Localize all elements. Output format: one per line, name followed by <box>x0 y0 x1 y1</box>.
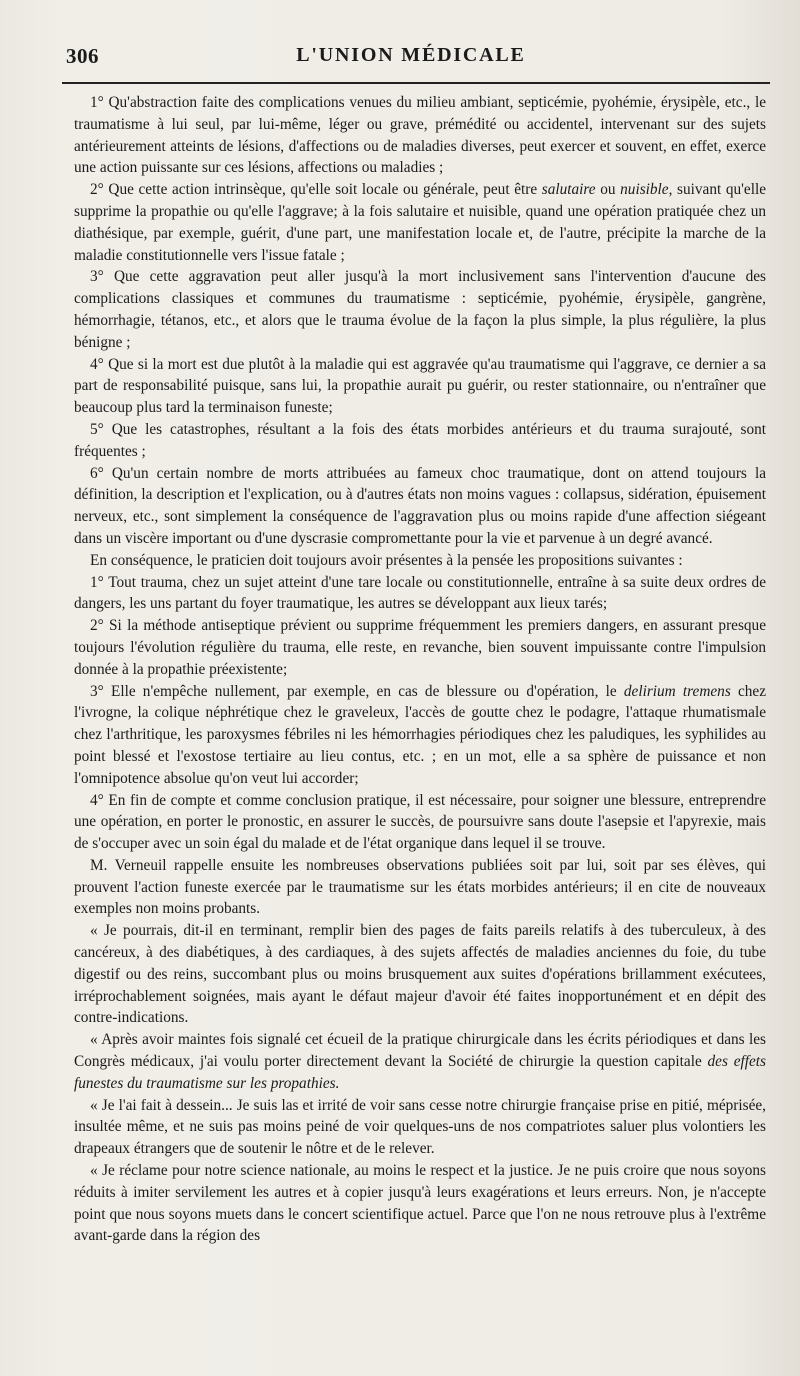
text-run: 6° Qu'un certain nombre de morts attribuées au fameux choc traumatique, dont on attend toujours la définition, la description et l'explication, ou à d'autres états non moins vagues : collapsus, sidération, épuisement nerveux, etc., sont simplement la conséquence de l'aggravation plus ou moins rapide d'une affection siégeant dans un viscère important ou d'une dyscrasie compromettante pour la vie et parvenue à un degré avancé. <box>74 464 766 547</box>
text-run: 1° Qu'abstraction faite des complications venues du milieu ambiant, septicémie, pyohémie, érysipèle, etc., le traumatisme à lui seul, par lui-même, léger ou grave, prémédité ou accidentel, intervenant sur des sujets antérieurement atteints de lésions, d'affections ou de maladies diverses, peut exercer et souvent, en effet, exerce une action puissante sur ces lésions, affections ou maladies ; <box>74 94 766 177</box>
text-run: « Après avoir maintes fois signalé cet écueil de la pratique chirurgicale dans les écrits périodiques et dans les Congrès médicaux, j'ai voulu porter directement devant la Société de chirurgie la question capitale <box>74 1031 766 1071</box>
paragraph-13 <box>74 920 766 1029</box>
text-run: En conséquence, le praticien doit toujours avoir présentes à la pensée les propositions suivantes : <box>90 551 683 569</box>
text-run: 4° En fin de compte et comme conclusion pratique, il est nécessaire, pour soigner une blessure, entreprendre une opération, en porter le pronostic, en assurer le succès, de poursuivre sans doute l'asepsie et l'apyrexie, mais de s'occuper avec un soin égal du malade et de l'état organique dans lequel il se trouve. <box>74 791 766 853</box>
paragraph-1 <box>74 92 766 179</box>
header-rule <box>62 82 770 84</box>
paragraph-7 <box>74 550 766 572</box>
text-run: « Je réclame pour notre science nationale, au moins le respect et la justice. Je ne puis croire que nous soyons réduits à imiter servilement les autres et à copier jusqu'à leurs exagérations et leurs erreurs. Non, je n'accepte point que nous soyons muets dans le concert scientifique actuel. Parce que l'on ne nous retrouve plus à l'extrême avant-garde dans la région des <box>74 1162 766 1245</box>
paragraph-15 <box>74 1095 766 1160</box>
paragraph-8 <box>74 572 766 616</box>
text-run: 3° Que cette aggravation peut aller jusqu'à la mort inclusivement sans l'intervention d'aucune des complications classiques et communes du traumatisme : septicémie, pyohémie, érysipèle, gangrène, hémorrhagie, tétanos, etc., et alors que le trauma évolue de la façon la plus simple, la plus régulière, la plus bénigne ; <box>74 268 766 351</box>
text-run: 5° Que les catastrophes, résultant a la fois des états morbides antérieurs et du trauma surajouté, sont fréquentes ; <box>74 420 766 460</box>
text-run: ou <box>595 181 621 199</box>
paragraph-12 <box>74 855 766 920</box>
paragraph-11 <box>74 790 766 855</box>
running-head: L'UNION MÉDICALE <box>296 44 526 66</box>
paragraph-10 <box>74 681 766 790</box>
paragraph-2 <box>74 179 766 266</box>
paragraph-3 <box>74 266 766 353</box>
text-run: 1° Tout trauma, chez un sujet atteint d'une tare locale ou constitutionnelle, entraîne à sa suite deux ordres de dangers, les uns partant du foyer traumatique, les autres se développant aux lieux tarés; <box>74 573 766 613</box>
page-number: 306 <box>66 44 99 68</box>
text-run: salutaire <box>541 181 596 199</box>
text-run: 2° Si la méthode antiseptique prévient ou supprime fréquemment les premiers dangers, en assurant presque toujours l'évolution régulière du trauma, elle reste, en revanche, bien souvent impuissante contre l'impulsion donnée à la propathie préexistente; <box>74 617 766 678</box>
text-run: M. Verneuil rappelle ensuite les nombreuses observations publiées soit par lui, soit par ses élèves, qui prouvent l'action funeste exercée par le traumatisme sur les états morbides antérieurs; il en cite de nouveaux exemples non moins probants. <box>74 856 766 918</box>
page-header <box>62 44 760 74</box>
text-run: « Je l'ai fait à dessein... Je suis las et irrité de voir sans cesse notre chirurgie française prise en pitié, méprisée, insultée même, et ne suis pas moins peiné de voir quelques-uns de nos compatriotes saluer plus volontiers les drapeaux étrangers que de soutenir le nôtre et de le relever. <box>74 1096 766 1158</box>
text-run: nuisible <box>620 181 669 199</box>
paragraph-5 <box>74 419 766 463</box>
paragraph-6 <box>74 463 766 550</box>
text-run: des effets funestes du traumatisme sur les propathies. <box>74 1053 766 1092</box>
paragraph-9 <box>74 615 766 680</box>
text-run: « Je pourrais, dit-il en terminant, remplir bien des pages de faits pareils relatifs à des tuberculeux, à des cancéreux, à des diabétiques, à des cardiaques, à des sujets affectés de maladies anciennes du foie, du tube digestif ou des reins, succombant plus ou moins brusquement aux suites d'opérations brillamment exécutees, irréprochablement soignées, mais ayant le défaut majeur d'avoir été faites inopportunément et en dépit des contre-indications. <box>74 922 766 1027</box>
text-run: 3° Elle n'empêche nullement, par exemple, en cas de blessure ou d'opération, le <box>90 682 624 700</box>
paragraph-4 <box>74 354 766 419</box>
paragraph-16 <box>74 1160 766 1247</box>
text-run: , suivant qu'elle supprime la propathie ou qu'elle l'aggrave; à la fois salutaire et nuisible, quand une opération pratiquée chez un diathésique, par exemple, guérit, d'une part, une manifestation locale et, de l'autre, précipite la marche de la maladie constitutionnelle vers l'issue fatale ; <box>74 181 767 264</box>
text-run: 2° Que cette action intrinsèque, qu'elle soit locale ou générale, peut être <box>90 181 542 199</box>
text-run: chez l'ivrogne, la colique néphrétique chez le graveleux, l'accès de goutte chez le podagre, l'attaque rhumatismale chez l'arthritique, les paroxysmes fébriles ni les hémorrhagies périodiques chez les paludiques, les syphilides au point blessé et l'exostose tertiaire au lieu contus, etc. ; en un mot, elle a sa sphère de puissance et non l'omnipotence absolue qu'on veut lui accorder; <box>74 682 767 787</box>
body-text <box>74 92 766 1247</box>
paragraph-14 <box>74 1029 766 1094</box>
text-run: 4° Que si la mort est due plutôt à la maladie qui est aggravée qu'au traumatisme qui l'aggrave, ce dernier a sa part de responsabilité puisque, sans lui, la propathie aurait pu guérir, ou rester stationnaire, ou n'entraîner que beaucoup plus tard la terminaison funeste; <box>74 355 766 417</box>
text-run: delirium tremens <box>623 682 731 700</box>
